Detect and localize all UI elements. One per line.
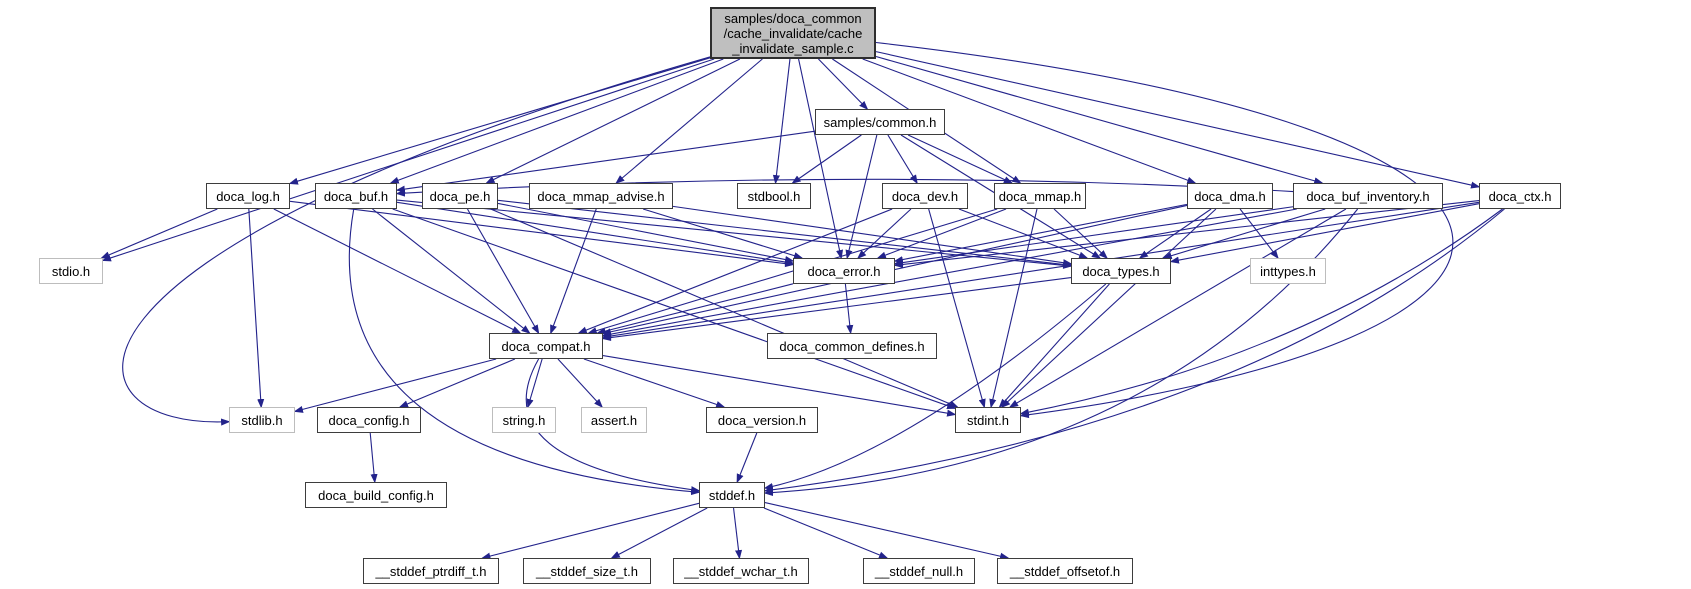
edge-common-to-stdbool (793, 135, 862, 183)
node-common[interactable]: samples/common.h (815, 109, 945, 135)
edge-stddef-to-wchar (734, 508, 740, 558)
edge-root-to-error (799, 59, 842, 258)
edge-log-to-compat (274, 209, 520, 333)
node-log[interactable]: doca_log.h (206, 183, 290, 209)
node-size_t[interactable]: __stddef_size_t.h (523, 558, 651, 584)
node-ctx[interactable]: doca_ctx.h (1479, 183, 1561, 209)
edge-inventory-to-error (895, 207, 1293, 264)
node-dev[interactable]: doca_dev.h (882, 183, 968, 209)
edge-pe-to-stdint (491, 209, 958, 407)
edge-common-to-mmap (908, 135, 1012, 183)
node-root: samples/doca_common /cache_invalidate/cache _invalidate_sample.c (710, 7, 876, 59)
edge-types-to-stddef (765, 284, 1106, 488)
edge-stddef-to-null (764, 508, 887, 558)
node-dma[interactable]: doca_dma.h (1187, 183, 1273, 209)
edge-mmap-to-stdint (991, 209, 1037, 407)
edge-root-to-stdbool (776, 59, 790, 183)
node-inttypes: inttypes.h (1250, 258, 1326, 284)
edge-compat-to-config (400, 359, 515, 407)
node-build_config[interactable]: doca_build_config.h (305, 482, 447, 508)
edge-buf-to-stdint (393, 209, 955, 408)
node-stdlib: stdlib.h (229, 407, 295, 433)
edge-common-to-error (847, 135, 877, 258)
edge-advise-to-types (673, 206, 1071, 263)
edge-dev-to-stdint (929, 209, 985, 407)
node-error[interactable]: doca_error.h (793, 258, 895, 284)
node-types[interactable]: doca_types.h (1071, 258, 1171, 284)
edge-root-to-advise (616, 59, 762, 183)
edge-common-to-buf (397, 131, 815, 190)
node-pe[interactable]: doca_pe.h (422, 183, 498, 209)
edge-ctx-to-compat (603, 202, 1479, 337)
edge-mmap-to-types (1054, 209, 1107, 258)
node-offsetof[interactable]: __stddef_offsetof.h (997, 558, 1133, 584)
edge-ctx-to-types (1171, 204, 1479, 262)
node-compat[interactable]: doca_compat.h (489, 333, 603, 359)
edge-inventory-to-types (1164, 209, 1325, 258)
node-ptrdiff[interactable]: __stddef_ptrdiff_t.h (363, 558, 499, 584)
node-stdbool[interactable]: stdbool.h (737, 183, 811, 209)
node-stdint[interactable]: stdint.h (955, 407, 1021, 433)
node-stdio: stdio.h (39, 258, 103, 284)
edge-root-to-stdint (876, 43, 1453, 416)
node-assert: assert.h (581, 407, 647, 433)
node-wchar[interactable]: __stddef_wchar_t.h (673, 558, 809, 584)
edge-root-to-ctx (876, 52, 1479, 187)
edge-root-to-buf (391, 59, 723, 183)
edge-root-to-stdlib (123, 57, 710, 422)
edge-version-to-stddef (737, 433, 757, 482)
edge-log-to-stdlib (249, 209, 261, 407)
node-advise[interactable]: doca_mmap_advise.h (529, 183, 673, 209)
edge-compat-to-stdint (603, 356, 955, 415)
edge-root-to-log (290, 58, 710, 184)
node-version[interactable]: doca_version.h (706, 407, 818, 433)
edge-log-to-stdio (102, 209, 218, 258)
edge-config-to-build_config (370, 433, 375, 482)
edge-types-to-stdint (1000, 284, 1110, 407)
edge-advise-to-compat (551, 209, 596, 333)
edge-ctx-to-error (895, 201, 1479, 266)
edge-ctx-to-stdint (1021, 209, 1503, 414)
edge-stddef-to-offsetof (765, 503, 1008, 558)
edge-pe-to-error (498, 203, 793, 261)
edge-dma-to-types (1140, 209, 1211, 258)
node-null[interactable]: __stddef_null.h (863, 558, 975, 584)
node-mmap[interactable]: doca_mmap.h (994, 183, 1086, 209)
edge-compat-to-version (584, 359, 724, 407)
edge-dma-to-error (895, 204, 1187, 261)
edge-compat-to-stdlib (295, 359, 496, 411)
edge-buf-to-types (397, 200, 1071, 266)
edge-inventory-to-compat (603, 209, 1297, 336)
edge-advise-to-error (643, 209, 802, 258)
edge-root-to-stdio (103, 59, 714, 260)
node-config[interactable]: doca_config.h (317, 407, 421, 433)
node-defines[interactable]: doca_common_defines.h (767, 333, 937, 359)
edge-stddef-to-ptrdiff (482, 503, 699, 558)
node-buf[interactable]: doca_buf.h (315, 183, 397, 209)
node-inventory[interactable]: doca_buf_inventory.h (1293, 183, 1443, 209)
edge-error-to-compat (598, 284, 793, 333)
node-stddef[interactable]: stddef.h (699, 482, 765, 508)
edge-stddef-to-size_t (612, 508, 707, 558)
edge-dev-to-error (858, 209, 911, 258)
node-string: string.h (492, 407, 556, 433)
edge-compat-to-assert (558, 359, 602, 407)
